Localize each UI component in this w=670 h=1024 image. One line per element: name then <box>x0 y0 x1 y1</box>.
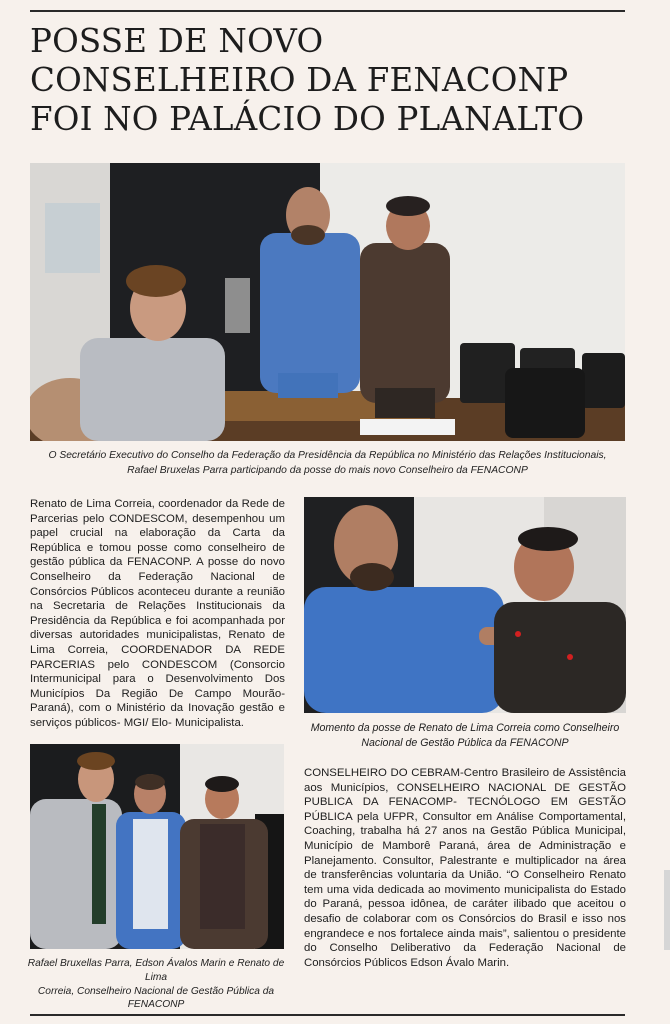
group-photo-illustration <box>30 744 284 949</box>
caption-line: FENACONP <box>127 999 185 1011</box>
pin-ceremony-illustration <box>304 497 626 713</box>
bottom-divider <box>30 1014 625 1016</box>
main-photo <box>30 163 625 441</box>
group-photo <box>30 744 284 949</box>
caption-line: Momento da posse de Renato de Lima Correia como Conselheiro <box>310 722 620 734</box>
caption-line: Nacional de Gestão Pública da FENACONP <box>361 736 569 749</box>
article-body-right: CONSELHEIRO DO CEBRAM-Centro Brasileiro de Assistência aos Municípios, CONSELHEIRO NACIONAL DE GESTÃO PUBLICA DA FENACOMP- TECNÓLOGO EM GESTÃO PÚBLICA pela UFPR, Consultor em Análise Comportamental, Coaching, trabalha há 27 anos na Gestão Pública Municipal, Município de Mamborê Paraná, área de Administração e Planejamento. Consultor, Palestrante e multiplicador na área de transferências voluntaria da União. “O Conselheiro Renato tem uma vida dedicada ao movimento municipalista do Estado do Paraná, pessoa idônea, de caráter ilibado que aceitou o desafio de colaborar com os Consórcios do Brasil e isso nos engrandece e nos fortalece ainda mais”, salientou o presidente do Conselho Deliberativo da Federação Nacional de Consórcios Públicos Edson Ávalo Marin. <box>304 767 626 969</box>
caption-line: Rafael Bruxelas Parra participando da posse do mais novo Conselheiro da FENACONP <box>127 464 528 476</box>
article-headline <box>30 22 640 139</box>
caption-line: Rafael Bruxellas Parra, Edson Ávalos Marin e Renato de Lima <box>27 958 285 983</box>
headline-line: CONSELHEIRO DA FENACONP <box>30 61 569 99</box>
headline-line: FOI NO PALÁCIO DO PLANALTO <box>30 100 585 138</box>
caption-line: O Secretário Executivo do Conselho da Federação da Presidência da República no Ministério das Relações Institucionais, <box>48 450 607 461</box>
article-body-left: Renato de Lima Correia, coordenador da Rede de Parcerias pelo CONDESCOM, desempenhou um papel crucial na elaboração da Carta da República e tomou posse como conselheiro de gestão pública da FENACONP. A posse do novo Conselheiro da Federação Nacional de Consórcios Públicos aconteceu durante a reunião na Secretaria de Relações Institucionais da Presidência da República e foi acompanhada por diversas autoridades municipalistas, Renato de Lima Correia, COORDENADOR DA REDE PARCERIAS pelo CONDESCOM (Consorcio Intermunicipal para o Desenvolvimento Dos Municípios Da Região De Campo Mourão- Paraná), com o Ministério da Inovação gestão e serviços públicos- MGI/ Elo- Municipalista. <box>30 498 285 729</box>
group-photo-caption <box>20 957 292 1012</box>
pin-ceremony-photo <box>304 497 626 713</box>
page-edge-strip <box>664 870 670 950</box>
top-divider <box>30 10 625 12</box>
headline-line: POSSE DE NOVO <box>30 22 324 60</box>
caption-line: Correia, Conselheiro Nacional de Gestão Pública da <box>37 985 275 997</box>
main-photo-caption <box>20 449 635 478</box>
pin-photo-caption <box>300 721 630 750</box>
main-photo-illustration <box>30 163 625 441</box>
